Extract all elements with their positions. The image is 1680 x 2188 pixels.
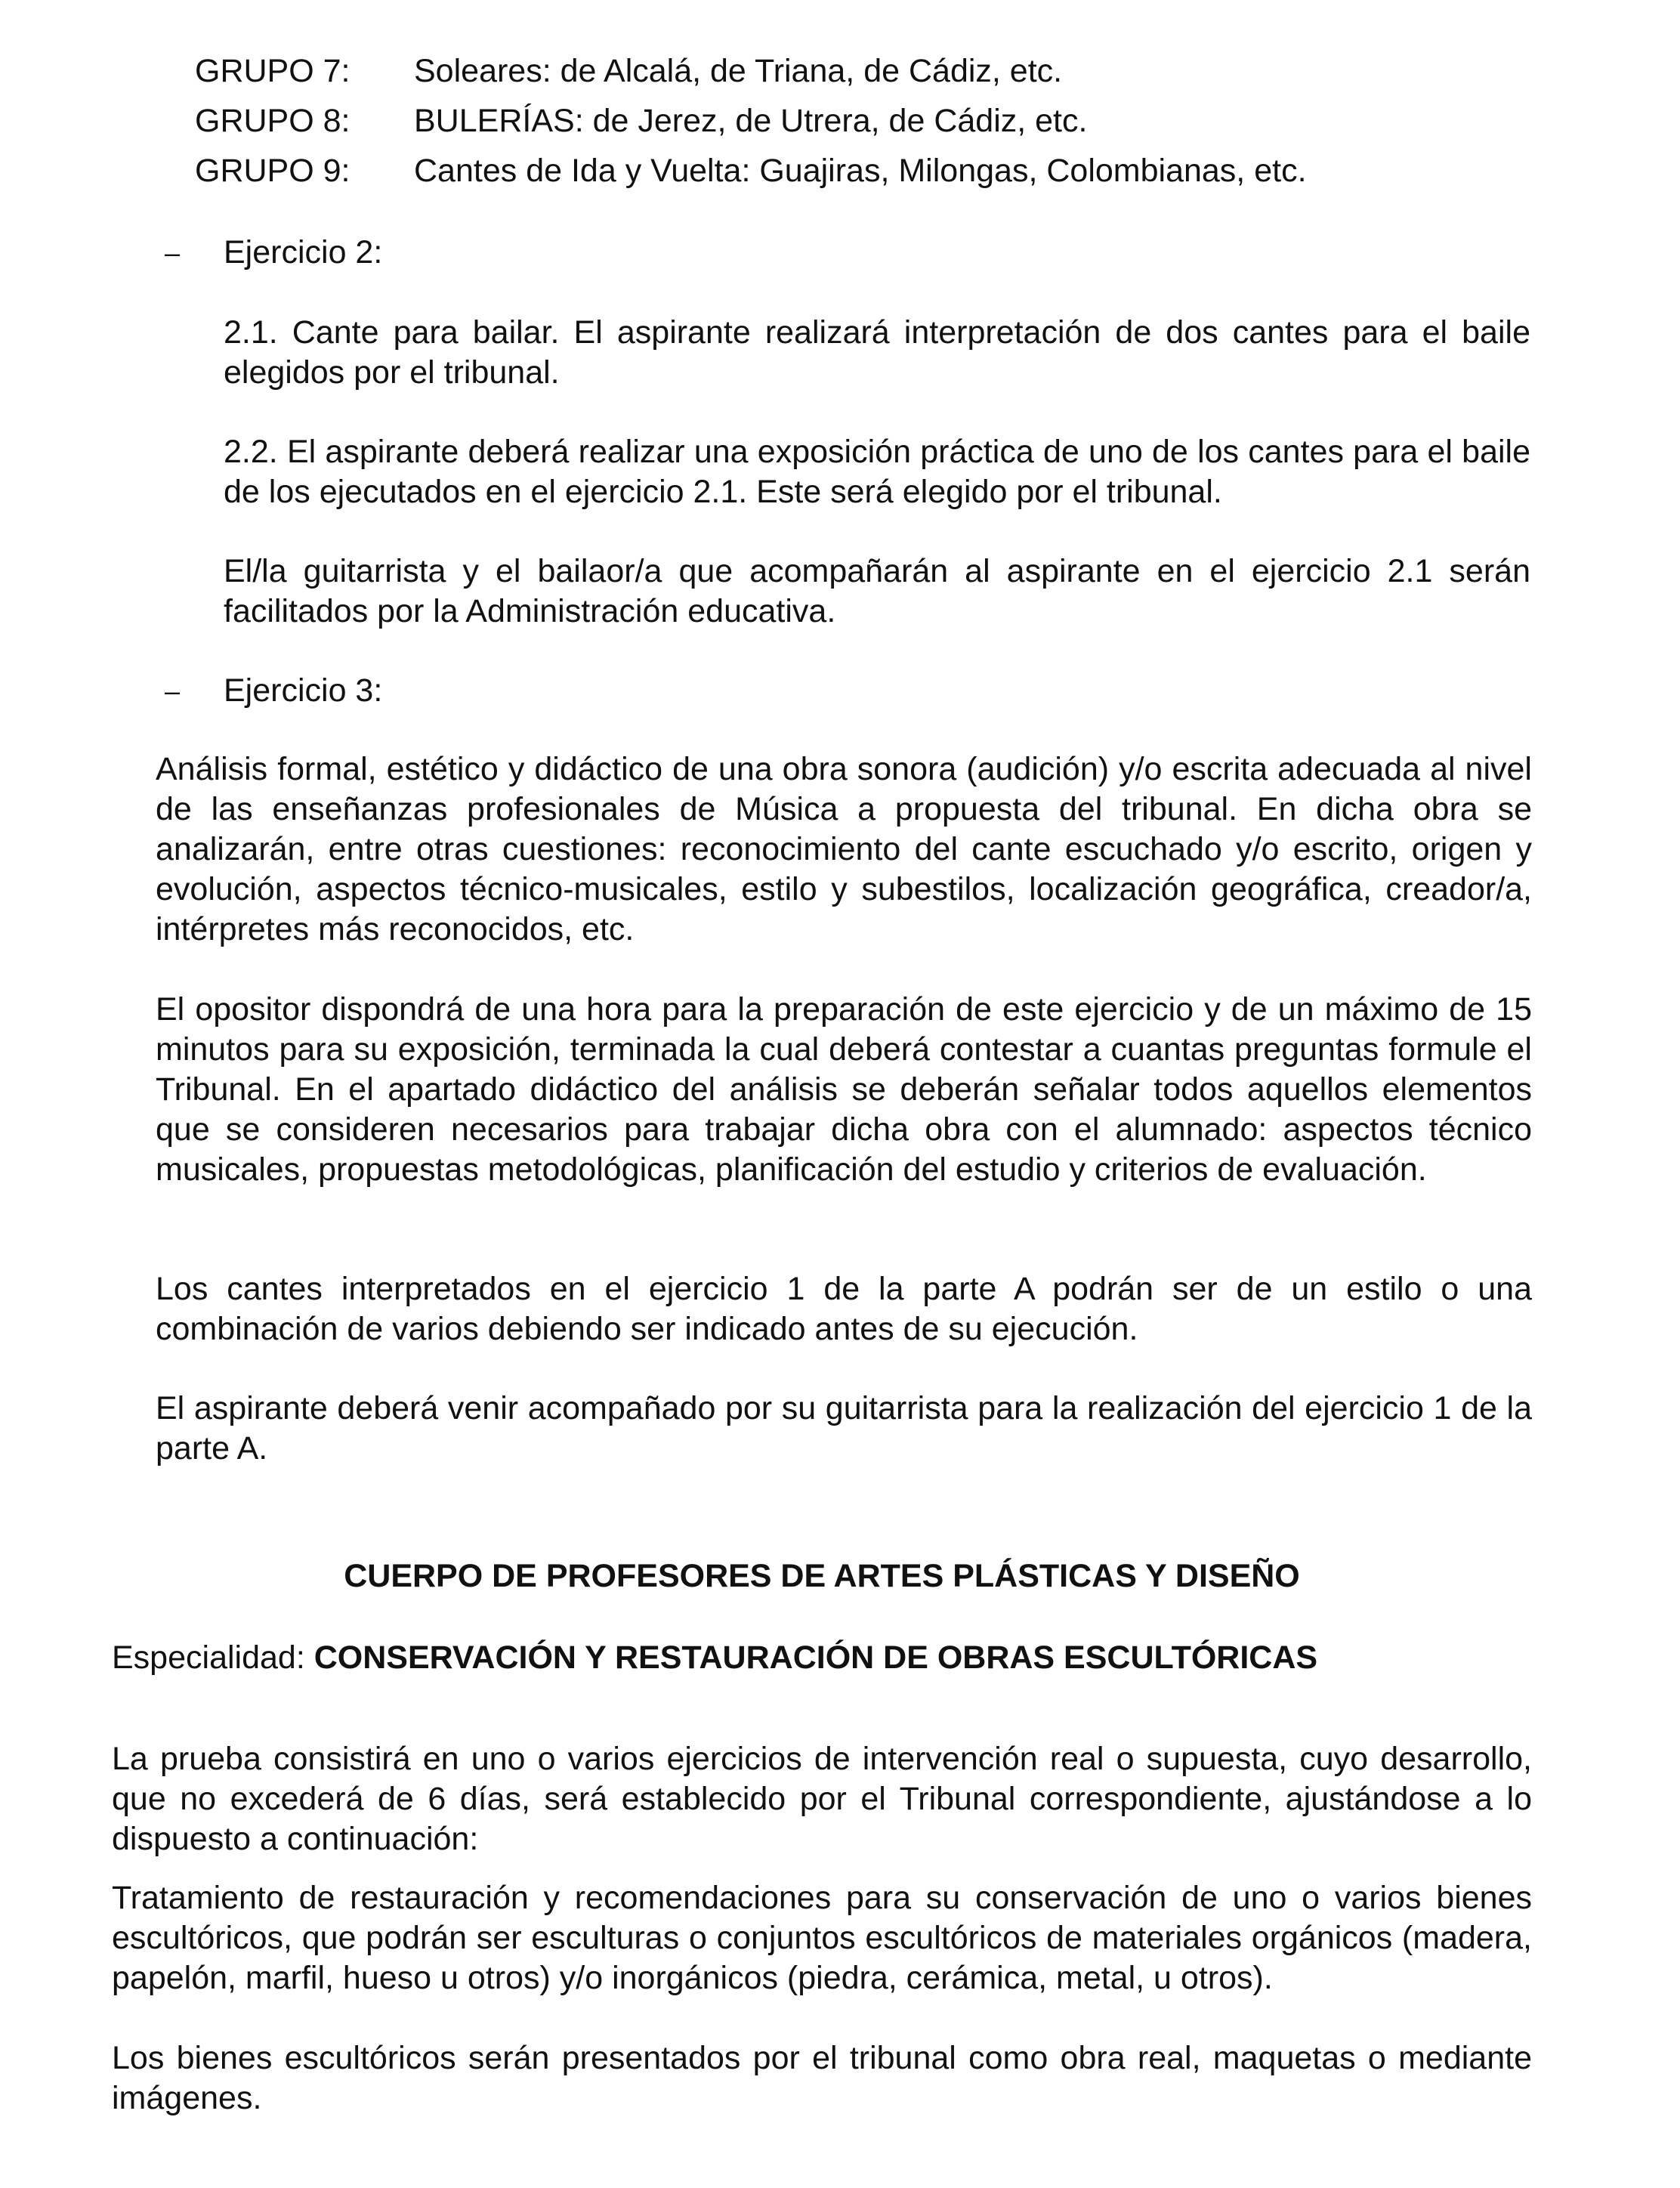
ejercicio-3-title: Ejercicio 3:	[224, 672, 383, 709]
grupo-label: GRUPO 8:	[195, 103, 351, 139]
ejercicio-2-paragraph-2: 2.2. El aspirante deberá realizar una exposición práctica de uno de los cantes para el baile de los ejecutados en el ejercicio 2.1. Este será elegido por el tribunal.	[224, 434, 1530, 510]
dash-bullet-icon: –	[165, 237, 181, 268]
ejercicio-2-paragraph-3: El/la guitarrista y el bailaor/a que acompañarán al aspirante en el ejercicio 2.1 serán facilitados por la Administración educativa.	[224, 553, 1530, 629]
section-heading: CUERPO DE PROFESORES DE ARTES PLÁSTICAS Y DISEÑO	[344, 1558, 1300, 1594]
grupo-text: Soleares: de Alcalá, de Triana, de Cádiz, etc.	[414, 53, 1063, 89]
grupo-item	[195, 151, 1592, 191]
ejercicio-2-paragraph-1: 2.1. Cante para bailar. El aspirante realizará interpretación de dos cantes para el baile elegidos por el tribunal.	[224, 314, 1530, 391]
ejercicio-3-paragraph-4: El aspirante deberá venir acompañado por su guitarrista para la realización del ejercicio 1 de la parte A.	[156, 1390, 1532, 1466]
specialty-name: CONSERVACIÓN Y RESTAURACIÓN DE OBRAS ESCULTÓRICAS	[313, 1639, 1318, 1676]
specialty-line	[112, 1638, 1532, 1678]
ejercicio-3-paragraph-1: Análisis formal, estético y didáctico de una obra sonora (audición) y/o escrita adecuada al nivel de las enseñanzas profesionales de Música a propuesta del tribunal. En dicha obra se analizarán, entre otras cuestiones: reconocimiento del cante escuchado y/o escrito, origen y evolución, aspectos técnico-musicales, estilo y subestilos, localización geográfica, creador/a, intérpretes más reconocidos, etc.	[156, 751, 1532, 947]
grupo-label: GRUPO 7:	[195, 53, 351, 89]
section-paragraph-1: La prueba consistirá en uno o varios ejercicios de intervención real o supuesta, cuyo desarrollo, que no excederá de 6 días, será establecido por el Tribunal correspondiente, ajustándose a lo dispuesto a continuación:	[112, 1741, 1532, 1857]
ejercicio-3-paragraph-3: Los cantes interpretados en el ejercicio 1 de la parte A podrán ser de un estilo o una combinación de varios debiendo ser indicado antes de su ejecución.	[156, 1271, 1532, 1347]
ejercicio-2-title: Ejercicio 2:	[224, 234, 383, 270]
section-paragraph-2: Tratamiento de restauración y recomendaciones para su conservación de uno o varios bienes escultóricos, que podrán ser esculturas o conjuntos escultóricos de materiales orgánicos (madera, papelón, marfil, hueso u otros) y/o inorgánicos (piedra, cerámica, metal, u otros).	[112, 1880, 1532, 1996]
grupo-item	[195, 101, 1592, 141]
grupo-label: GRUPO 9:	[195, 153, 351, 189]
grupo-text: Cantes de Ida y Vuelta: Guajiras, Milongas, Colombianas, etc.	[414, 153, 1307, 189]
grupo-text: BULERÍAS: de Jerez, de Utrera, de Cádiz, etc.	[414, 103, 1088, 139]
grupo-item	[195, 51, 1592, 91]
specialty-label: Especialidad:	[112, 1639, 314, 1676]
dash-bullet-icon: –	[165, 675, 181, 706]
section-paragraph-3: Los bienes escultóricos serán presentados por el tribunal como obra real, maquetas o mediante imágenes.	[112, 2040, 1532, 2116]
ejercicio-3-paragraph-2: El opositor dispondrá de una hora para la preparación de este ejercicio y de un máximo de 15 minutos para su exposición, terminada la cual deberá contestar a cuantas preguntas formule el Tribunal. En el apartado didáctico del análisis se deberán señalar todos aquellos elementos que se consideren necesarios para trabajar dicha obra con el alumnado: aspectos técnico musicales, propuestas metodológicas, planificación del estudio y criterios de evaluación.	[156, 991, 1532, 1188]
